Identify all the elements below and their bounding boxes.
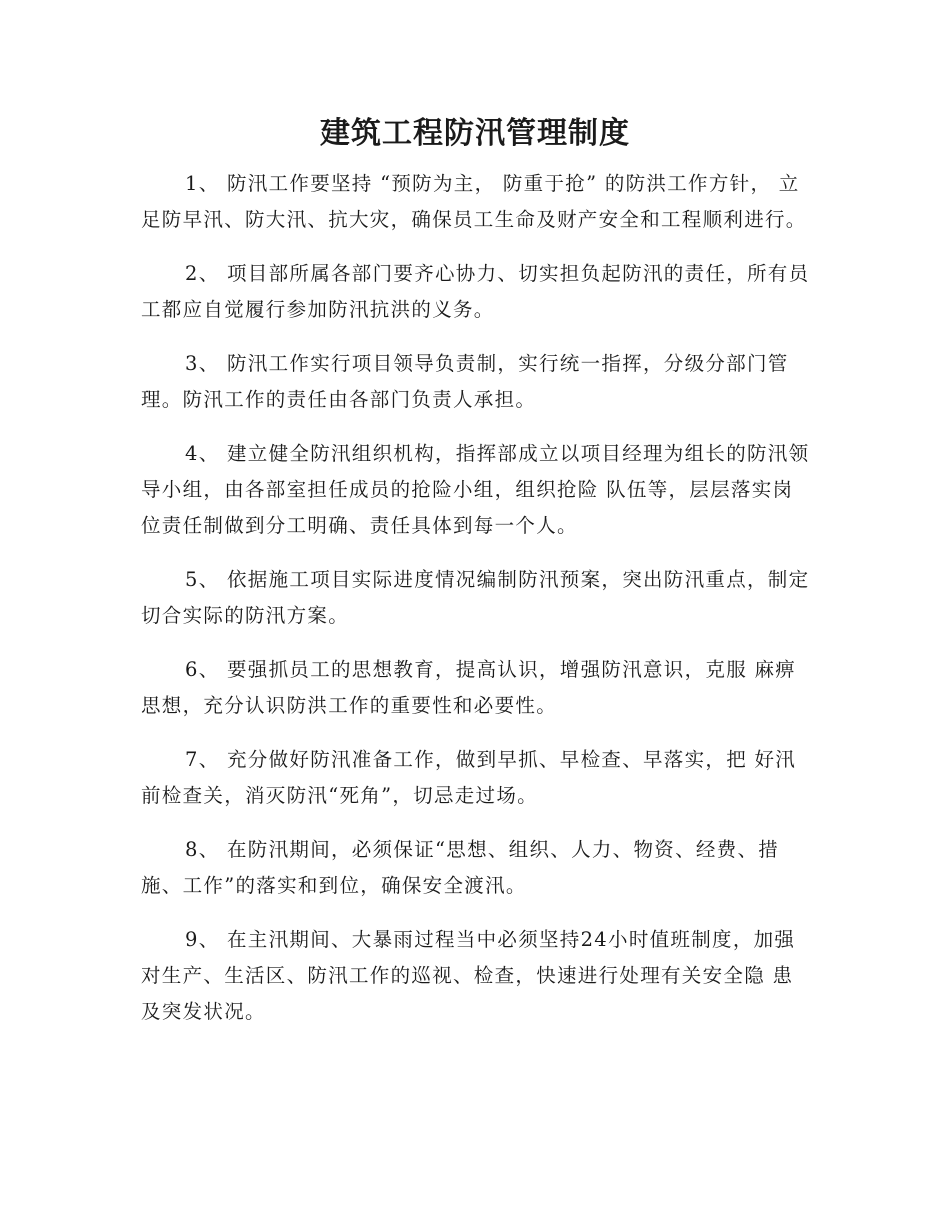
clause-8: 8、 在防汛期间，必须保证“思想、组织、人力、物资、经费、措施、工作”的落实和到位，确保安全渡汛。 [141,838,780,897]
document-title: 建筑工程防汛管理制度 [320,116,630,151]
clause-6: 6、 要强抓员工的思想教育，提高认识，增强防汛意识，克服 麻痹思想，充分认识防洪工作的重要性和必要性。 [141,658,797,717]
document-body [141,166,811,1048]
clause-9: 9、 在主汛期间、大暴雨过程当中必须坚持24小时值班制度，加强对生产、生活区、防汛工作的巡视、检查，快速进行处理有关安全隐 患及突发状况。 [141,928,796,1023]
clause-3: 3、 防汛工作实行项目领导负责制，实行统一指挥，分级分部门管理。防汛工作的责任由各部门负责人承担。 [141,352,789,411]
clause-5: 5、 依据施工项目实际进度情况编制防汛预案，突出防汛重点，制定切合实际的防汛方案。 [141,568,810,627]
clause-2: 2、 项目部所属各部门要齐心协力、切实担负起防汛的责任，所有员工都应自觉履行参加防汛抗洪的义务。 [141,262,810,321]
clause-7: 7、 充分做好防汛准备工作，做到早抓、早检查、早落实，把 好汛前检查关，消灭防汛“死角”，切忌走过场。 [141,748,797,807]
clause-1: 1、 防汛工作要坚持 “预防为主， 防重于抢” 的防洪工作方针， 立足防早汛、防大汛、抗大灾，确保员工生命及财产安全和工程顺利进行。 [141,172,807,231]
clause-4: 4、 建立健全防汛组织机构，指挥部成立以项目经理为组长的防汛领导小组，由各部室担任成员的抢险小组，组织抢险 队伍等，层层落实岗位责任制做到分工明确、责任具体到每一个人。 [141,442,810,537]
